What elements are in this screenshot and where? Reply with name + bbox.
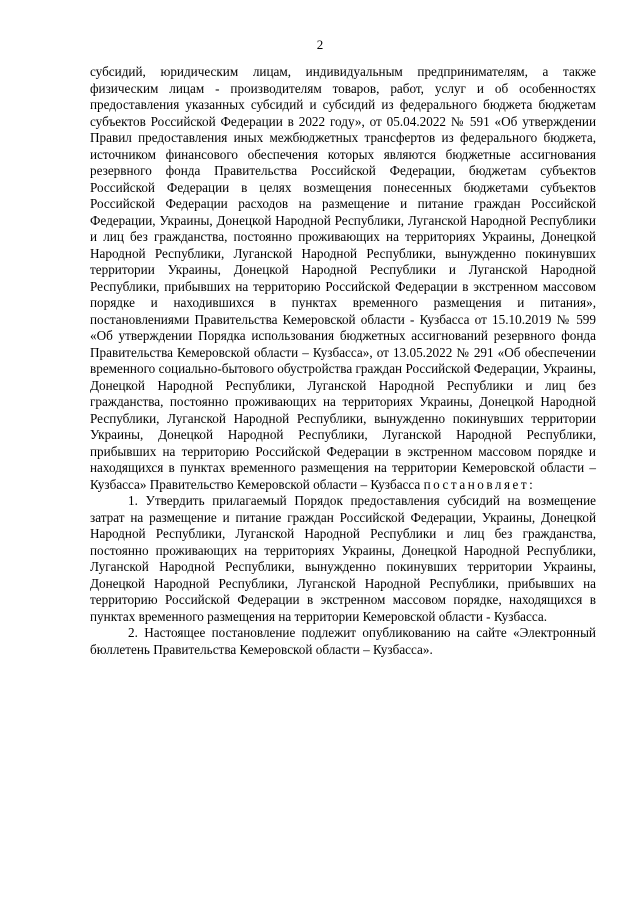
document-body: [90, 64, 596, 658]
paragraph-continuation: [90, 64, 596, 493]
resolves-word: постановляет:: [423, 476, 536, 492]
paragraph-item-2: 2. Настоящее постановление подлежит опубликованию на сайте «Электронный бюллетень Правительства Кемеровской области – Кузбасса».: [90, 625, 596, 657]
page-number: 2: [316, 37, 324, 52]
paragraph-item-1: 1. Утвердить прилагаемый Порядок предоставления субсидий на возмещение затрат на размещение и питание граждан Российской Федерации, Украины, Донецкой Народной Республики, Луганской Народной Республики и лиц без гражданства, постоянно проживающих на территориях Украины, Донецкой Народной Республики, Луганской Народной Республики, вынужденно покинувших территории Украины, Донецкой Народной Республики, Луганской Народной Республики, прибывших на территорию Российской Федерации в экстренном массовом порядке, находящихся в пунктах временного размещения на территории Кемеровской области - Кузбасса.: [90, 493, 596, 624]
paragraph-continuation-text: субсидий, юридическим лицам, индивидуальным предпринимателям, а также физическим лицам - производителям товаров, работ, услуг и об особенностях предоставления указанных субсидий и субсидий из федерального бюджета бюджетам субъектов Российской Федерации в 2022 году», от 05.04.2022 № 591 «Об утверждении Правил предоставления иных межбюджетных трансфертов из федерального бюджета, источником финансового обеспечения которых являются бюджетные ассигнования резервного фонда Правительства Российской Федерации, бюджетам субъектов Российской Федерации в целях возмещения понесенных бюджетами субъектов Российской Федерации расходов на размещение и питание граждан Российской Федерации, Украины, Донецкой Народной Республики, Луганской Народной Республики и лиц без гражданства, постоянно проживающих на территориях Украины, Донецкой Народной Республики, Луганской Народной Республики, вынужденно покинувших территории Украины, Донецкой Народной Республики и Луганской Народной Республики, прибывших на территорию Российской Федерации в экстренном массовом порядке и находившихся в пунктах временного размещения и питания», постановлениями Правительства Кемеровской области - Кузбасса от 15.10.2019 № 599 «Об утверждении Порядка использования бюджетных ассигнований резервного фонда Правительства Кемеровской области – Кузбасса», от 13.05.2022 № 291 «Об обеспечении временного социально-бытового обустройства граждан Российской Федерации, Украины, Донецкой Народной Республики, Луганской Народной Республики и лиц без гражданства, постоянно проживающих на территориях Украины, Донецкой Народной Республики, Луганской Народной Республики, вынужденно покинувших территории Украины, Донецкой Народной Республики, Луганской Народной Республики, прибывших на территорию Российской Федерации в экстренном массовом порядке и находящихся в пунктах временного размещения на территории Кемеровской области – Кузбасса» Правительство Кемеровской области – Кузбасса: [90, 64, 596, 492]
